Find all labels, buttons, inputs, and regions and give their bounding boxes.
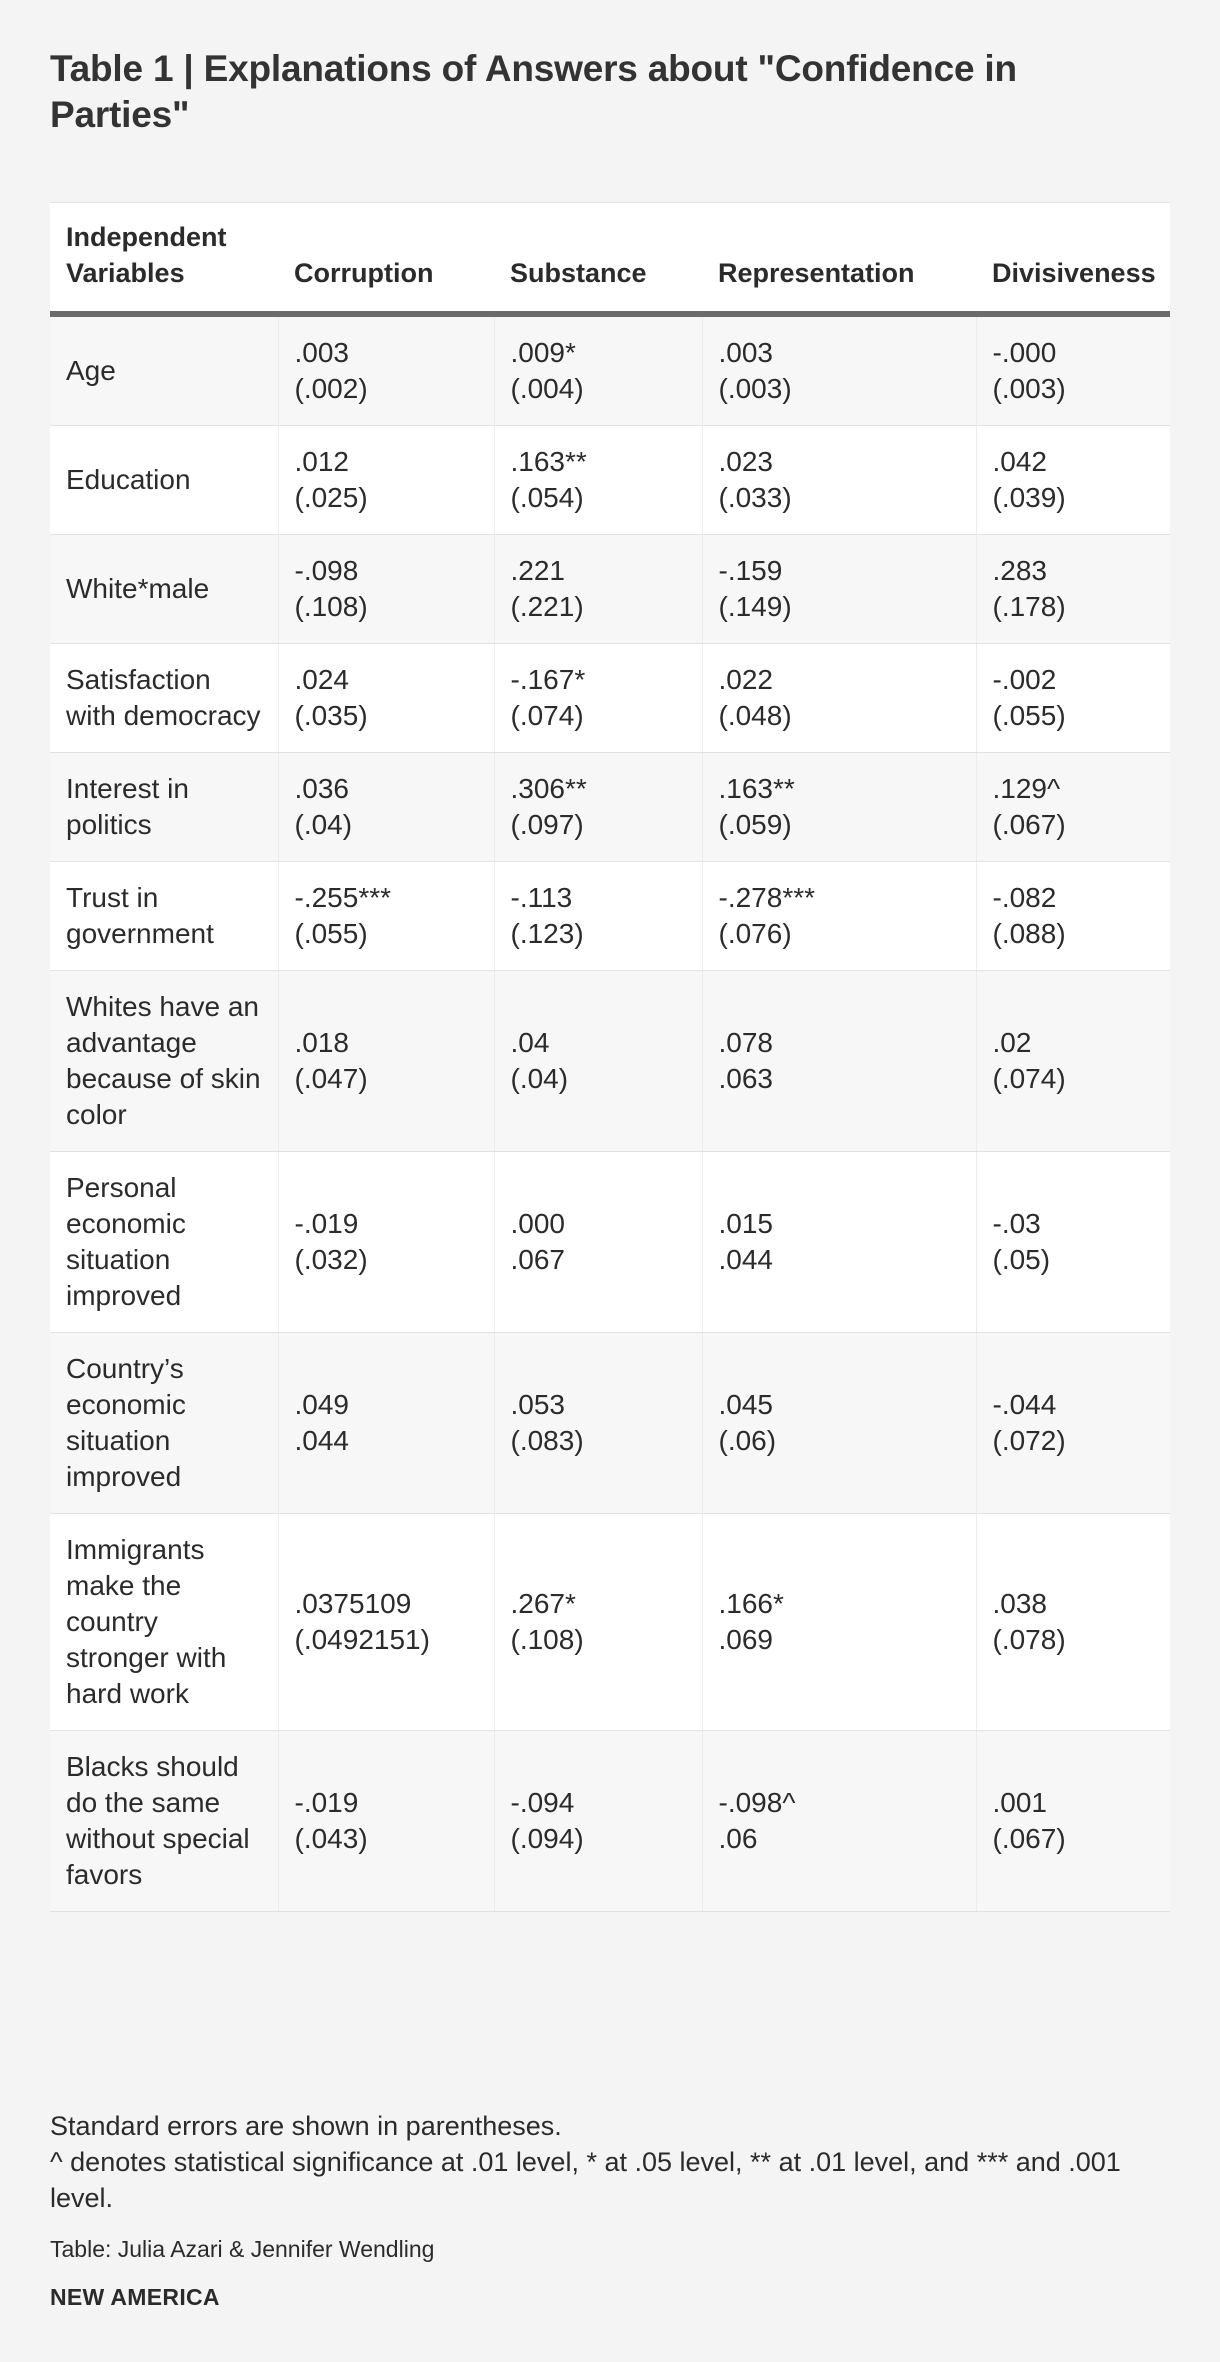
coefficient-value: .003 <box>294 337 349 368</box>
table-cell <box>976 862 1170 971</box>
standard-error-value: (.055) <box>992 700 1066 731</box>
table-cell <box>702 314 976 426</box>
brand-logo-text: NEW AMERICA <box>50 2284 220 2310</box>
table-cell <box>976 1731 1170 1912</box>
standard-error-value: (.074) <box>510 700 584 731</box>
coefficient-value: .02 <box>992 1027 1032 1058</box>
standard-error-value: (.059) <box>718 809 792 840</box>
column-header-substance: Substance <box>494 203 702 314</box>
coefficient-value: .024 <box>294 664 349 695</box>
coefficient-value: .163** <box>510 446 587 477</box>
standard-error-value: (.004) <box>510 373 584 404</box>
table-row <box>50 1731 1170 1912</box>
table-source: Table: Julia Azari & Jennifer Wendling <box>50 2236 435 2262</box>
table-cell <box>702 1152 976 1333</box>
standard-error-value: (.108) <box>294 591 368 622</box>
coefficient-value: -.159 <box>718 555 783 586</box>
column-header-corruption: Corruption <box>278 203 494 314</box>
coefficient-value: -.082 <box>992 882 1057 913</box>
standard-error-value: (.054) <box>510 482 584 513</box>
standard-error-value: (.094) <box>510 1823 584 1854</box>
table-cell <box>702 426 976 535</box>
standard-error-value: (.003) <box>992 373 1066 404</box>
standard-error-value: (.078) <box>992 1624 1066 1655</box>
table-cell <box>494 314 702 426</box>
note-significance: ^ denotes statistical significance at .01 level, * at .05 level, ** at .01 level, and *** and .001 level. <box>50 2147 1121 2213</box>
table-cell <box>976 971 1170 1152</box>
coefficient-value: .221 <box>510 555 565 586</box>
standard-error-value: .067 <box>510 1244 565 1275</box>
standard-error-value: (.149) <box>718 591 792 622</box>
row-label: Satisfaction with democracy <box>50 644 278 753</box>
coefficient-value: -.03 <box>992 1208 1041 1239</box>
standard-error-value: (.04) <box>294 809 353 840</box>
coefficient-value: -.113 <box>510 882 573 913</box>
table-notes <box>50 2108 1180 2216</box>
table-cell <box>976 644 1170 753</box>
standard-error-value: (.072) <box>992 1425 1066 1456</box>
coefficient-value: -.002 <box>992 664 1057 695</box>
table-row <box>50 753 1170 862</box>
table-cell <box>976 1152 1170 1333</box>
standard-error-value: (.074) <box>992 1063 1066 1094</box>
coefficient-value: .000 <box>510 1208 565 1239</box>
standard-error-value: (.0492151) <box>294 1624 430 1655</box>
table-cell <box>278 1152 494 1333</box>
table-header-row <box>50 203 1170 314</box>
standard-error-value: (.025) <box>294 482 368 513</box>
standard-error-value: (.083) <box>510 1425 584 1456</box>
row-label: White*male <box>50 535 278 644</box>
row-label: Education <box>50 426 278 535</box>
standard-error-value: (.097) <box>510 809 584 840</box>
table-cell <box>494 862 702 971</box>
table-row <box>50 1333 1170 1514</box>
table-cell <box>976 1333 1170 1514</box>
table-cell <box>494 1152 702 1333</box>
table-cell <box>494 1333 702 1514</box>
standard-error-value: (.043) <box>294 1823 368 1854</box>
standard-error-value: (.067) <box>992 1823 1066 1854</box>
table-cell <box>976 535 1170 644</box>
standard-error-value: (.123) <box>510 918 584 949</box>
row-label: Whites have an advantage because of skin color <box>50 971 278 1152</box>
coefficient-value: .023 <box>718 446 773 477</box>
coefficient-value: .163** <box>718 773 795 804</box>
table-cell <box>278 314 494 426</box>
standard-error-value: (.178) <box>992 591 1066 622</box>
row-label: Age <box>50 314 278 426</box>
standard-error-value: (.055) <box>294 918 368 949</box>
table-cell <box>702 1731 976 1912</box>
table-cell <box>494 426 702 535</box>
row-label: Immigrants make the country stronger with hard work <box>50 1514 278 1731</box>
standard-error-value: (.067) <box>992 809 1066 840</box>
column-header-representation: Representation <box>702 203 976 314</box>
table-cell <box>494 971 702 1152</box>
note-standard-errors: Standard errors are shown in parentheses. <box>50 2111 562 2141</box>
standard-error-value: (.035) <box>294 700 368 731</box>
standard-error-value: (.033) <box>718 482 792 513</box>
coefficient-value: .306** <box>510 773 587 804</box>
table-container[interactable] <box>50 202 1170 1912</box>
coefficient-value: -.098 <box>294 555 359 586</box>
table-cell <box>494 1514 702 1731</box>
table-cell <box>702 535 976 644</box>
coefficient-value: .166* <box>718 1588 784 1619</box>
table-cell <box>278 426 494 535</box>
data-table <box>50 203 1170 1912</box>
coefficient-value: .038 <box>992 1588 1047 1619</box>
table-cell <box>278 644 494 753</box>
coefficient-value: -.044 <box>992 1389 1057 1420</box>
coefficient-value: -.278*** <box>718 882 816 913</box>
table-cell <box>278 1731 494 1912</box>
table-cell <box>494 535 702 644</box>
coefficient-value: -.000 <box>992 337 1057 368</box>
table-cell <box>278 535 494 644</box>
table-row <box>50 1514 1170 1731</box>
coefficient-value: .129^ <box>992 773 1061 804</box>
table-row <box>50 1152 1170 1333</box>
coefficient-value: .001 <box>992 1787 1047 1818</box>
row-label: Personal economic situation improved <box>50 1152 278 1333</box>
standard-error-value: (.076) <box>718 918 792 949</box>
table-cell <box>494 753 702 862</box>
table-row <box>50 535 1170 644</box>
table-row <box>50 314 1170 426</box>
table-cell <box>702 753 976 862</box>
table-row <box>50 426 1170 535</box>
column-header-divisiveness: Divisiveness <box>976 203 1170 314</box>
table-cell <box>278 971 494 1152</box>
standard-error-value: (.048) <box>718 700 792 731</box>
coefficient-value: .003 <box>718 337 773 368</box>
row-label: Trust in government <box>50 862 278 971</box>
standard-error-value: (.003) <box>718 373 792 404</box>
standard-error-value: (.032) <box>294 1244 368 1275</box>
table-cell <box>278 753 494 862</box>
standard-error-value: .044 <box>294 1425 349 1456</box>
standard-error-value: (.221) <box>510 591 584 622</box>
table-cell <box>278 862 494 971</box>
coefficient-value: .0375109 <box>294 1588 412 1619</box>
table-cell <box>494 644 702 753</box>
table-row <box>50 862 1170 971</box>
table-cell <box>702 862 976 971</box>
coefficient-value: -.019 <box>294 1208 359 1239</box>
coefficient-value: -.255*** <box>294 882 392 913</box>
coefficient-value: .036 <box>294 773 349 804</box>
table-cell <box>702 1514 976 1731</box>
coefficient-value: .045 <box>718 1389 773 1420</box>
table-cell <box>702 971 976 1152</box>
standard-error-value: .063 <box>718 1063 773 1094</box>
table-cell <box>278 1333 494 1514</box>
table-cell <box>278 1514 494 1731</box>
coefficient-value: -.019 <box>294 1787 359 1818</box>
coefficient-value: -.167* <box>510 664 586 695</box>
coefficient-value: .053 <box>510 1389 565 1420</box>
table-row <box>50 644 1170 753</box>
page-title: Table 1 | Explanations of Answers about "Confidence in Parties" <box>50 48 1017 135</box>
table-body <box>50 314 1170 1912</box>
coefficient-value: .042 <box>992 446 1047 477</box>
standard-error-value: (.04) <box>510 1063 569 1094</box>
table-cell <box>976 314 1170 426</box>
standard-error-value: .06 <box>718 1823 758 1854</box>
table-cell <box>702 1333 976 1514</box>
coefficient-value: .018 <box>294 1027 349 1058</box>
standard-error-value: (.088) <box>992 918 1066 949</box>
coefficient-value: -.094 <box>510 1787 575 1818</box>
table-row <box>50 971 1170 1152</box>
standard-error-value: .069 <box>718 1624 773 1655</box>
coefficient-value: .04 <box>510 1027 550 1058</box>
table-cell <box>976 753 1170 862</box>
coefficient-value: .022 <box>718 664 773 695</box>
coefficient-value: -.098^ <box>718 1787 796 1818</box>
coefficient-value: .283 <box>992 555 1047 586</box>
row-label: Interest in politics <box>50 753 278 862</box>
table-cell <box>976 1514 1170 1731</box>
standard-error-value: (.047) <box>294 1063 368 1094</box>
coefficient-value: .078 <box>718 1027 773 1058</box>
table-cell <box>494 1731 702 1912</box>
row-label: Country’s economic situation improved <box>50 1333 278 1514</box>
coefficient-value: .267* <box>510 1588 576 1619</box>
table-cell <box>976 426 1170 535</box>
standard-error-value: (.039) <box>992 482 1066 513</box>
coefficient-value: .049 <box>294 1389 349 1420</box>
standard-error-value: (.002) <box>294 373 368 404</box>
standard-error-value: .044 <box>718 1244 773 1275</box>
standard-error-value: (.05) <box>992 1244 1051 1275</box>
coefficient-value: .015 <box>718 1208 773 1239</box>
standard-error-value: (.06) <box>718 1425 777 1456</box>
column-header-variables: Independent Variables <box>50 203 278 314</box>
row-label: Blacks should do the same without special favors <box>50 1731 278 1912</box>
coefficient-value: .009* <box>510 337 576 368</box>
standard-error-value: (.108) <box>510 1624 584 1655</box>
coefficient-value: .012 <box>294 446 349 477</box>
table-cell <box>702 644 976 753</box>
